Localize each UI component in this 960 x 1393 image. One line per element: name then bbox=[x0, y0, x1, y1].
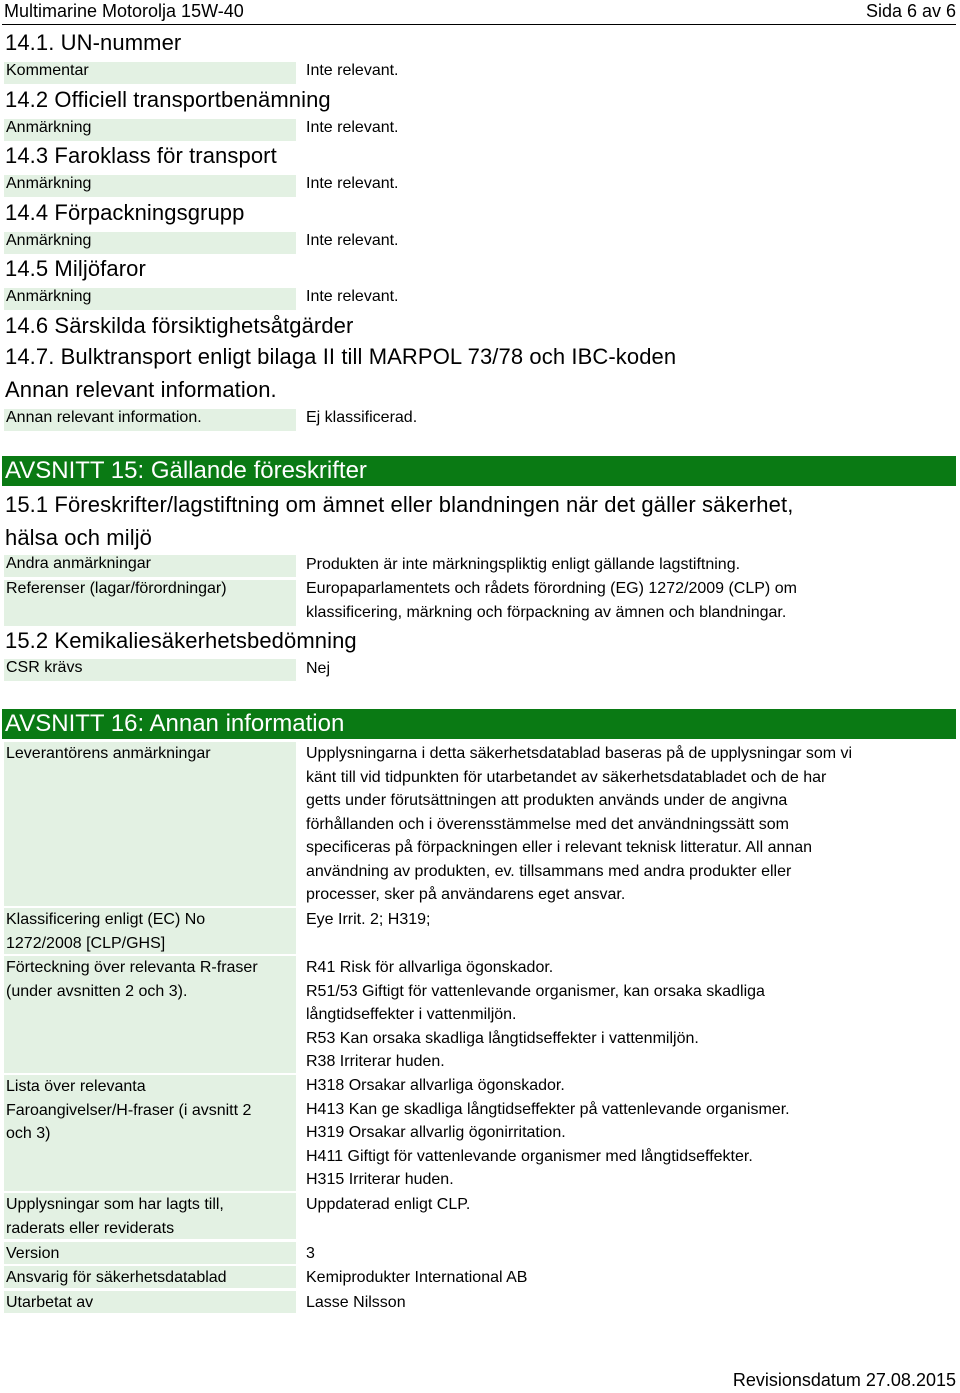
label-annan-info: Annan relevant information. bbox=[4, 409, 296, 431]
value-klassificering: Eye Irrit. 2; H319; bbox=[306, 911, 431, 928]
label-anmarkning-14-2: Anmärkning bbox=[4, 119, 296, 141]
value-annan-info: Ej klassificerad. bbox=[306, 409, 418, 426]
label-kommentar: Kommentar bbox=[4, 62, 296, 84]
label-referenser: Referenser (lagar/förordningar) bbox=[4, 580, 296, 626]
label-leverantorens-anmarkningar: Leverantörens anmärkningar bbox=[4, 742, 296, 906]
value-version: 3 bbox=[306, 1245, 315, 1262]
value-anmarkning-14-2: Inte relevant. bbox=[306, 119, 399, 136]
heading-14-4: 14.4 Förpackningsgrupp bbox=[5, 200, 245, 225]
label-csr-kravs: CSR krävs bbox=[4, 659, 296, 681]
value-anmarkning-14-3: Inte relevant. bbox=[306, 175, 399, 192]
label-h-fraser: Lista över relevanta Faroangivelser/H-fraser (i avsnitt 2 och 3) bbox=[4, 1075, 296, 1191]
value-leverantorens-anmarkningar: Upplysningarna i detta säkerhetsdatablad baseras på de upplysningar som vi känt till vid tidpunkten för utarbetandet av säkerhetsdatabladet och de har getts under förutsättningen att produkten används under de angivna förhållanden och i överensstämmelse med det användningssätt som specificeras på förpackningen eller i relevant teknisk litteratur. All annan användning av produkten, ev. tillsammans med andra produkter eller processer, sker på användarens eget ansvar. bbox=[306, 745, 853, 903]
heading-14-1: 14.1. UN-nummer bbox=[5, 30, 182, 55]
page-header bbox=[2, 0, 956, 25]
heading-14-2: 14.2 Officiell transportbenämning bbox=[5, 87, 331, 112]
value-referenser-line2: klassificering, märkning och förpackning av ämnen och blandningar. bbox=[306, 604, 787, 621]
label-r-fraser: Förteckning över relevanta R-fraser (under avsnitten 2 och 3). bbox=[4, 956, 296, 1073]
value-anmarkning-14-4: Inte relevant. bbox=[306, 232, 399, 249]
section-15-bar: AVSNITT 15: Gällande föreskrifter bbox=[2, 456, 956, 486]
label-utarbetat-av: Utarbetat av bbox=[4, 1291, 296, 1313]
heading-15-1-line2: hälsa och miljö bbox=[5, 525, 153, 550]
label-version: Version bbox=[4, 1242, 296, 1264]
heading-15-2: 15.2 Kemikaliesäkerhetsbedömning bbox=[5, 628, 357, 653]
label-anmarkning-14-5: Anmärkning bbox=[4, 288, 296, 310]
value-csr-kravs: Nej bbox=[306, 660, 331, 677]
heading-14-5: 14.5 Miljöfaror bbox=[5, 256, 146, 281]
value-kommentar: Inte relevant. bbox=[306, 62, 399, 79]
value-r-fraser: R41 Risk för allvarliga ögonskador. R51/53 Giftigt för vattenlevande organismer, kan orsaka skadliga långtidseffekter i vattenmiljön. R53 Kan orsaka skadliga långtidseffekter i vattenmiljön. R38 Irriterar huden. bbox=[306, 959, 765, 1070]
page-number: Sida 6 av 6 bbox=[865, 1, 956, 21]
label-klassificering: Klassificering enligt (EC) No 1272/2008 [CLP/GHS] bbox=[4, 908, 296, 954]
revision-date: Revisionsdatum 27.08.2015 bbox=[732, 1370, 956, 1390]
value-referenser-line1: Europaparlamentets och rådets förordning (EG) 1272/2009 (CLP) om bbox=[306, 580, 797, 597]
value-h-fraser: H318 Orsakar allvarliga ögonskador. H413 Kan ge skadliga långtidseffekter på vattenlevande organismer. H319 Orsakar allvarlig ögonirritation. H411 Giftigt för vattenlevande organismer med långtidseffekter. H315 Irriterar huden. bbox=[306, 1077, 790, 1188]
label-ansvarig: Ansvarig för säkerhetsdatablad bbox=[4, 1266, 296, 1288]
value-andra-anmarkningar: Produkten är inte märkningspliktig enligt gällande lagstiftning. bbox=[306, 556, 741, 573]
label-anmarkning-14-4: Anmärkning bbox=[4, 232, 296, 254]
label-anmarkning-14-3: Anmärkning bbox=[4, 175, 296, 197]
value-ansvarig: Kemiprodukter International AB bbox=[306, 1269, 528, 1286]
value-upplysningar: Uppdaterad enligt CLP. bbox=[306, 1196, 471, 1213]
heading-14-3: 14.3 Faroklass för transport bbox=[5, 143, 277, 168]
value-utarbetat-av: Lasse Nilsson bbox=[306, 1294, 406, 1311]
value-anmarkning-14-5: Inte relevant. bbox=[306, 288, 399, 305]
section-16-bar: AVSNITT 16: Annan information bbox=[2, 709, 956, 739]
heading-15-1-line1: 15.1 Föreskrifter/lagstiftning om ämnet eller blandningen när det gäller säkerhet, bbox=[5, 492, 794, 517]
heading-annan-info: Annan relevant information. bbox=[5, 377, 277, 402]
heading-14-6: 14.6 Särskilda försiktighetsåtgärder bbox=[5, 313, 354, 338]
heading-14-7: 14.7. Bulktransport enligt bilaga II till MARPOL 73/78 och IBC-koden bbox=[5, 344, 677, 369]
label-upplysningar: Upplysningar som har lagts till, raderats eller reviderats bbox=[4, 1193, 296, 1239]
label-andra-anmarkningar: Andra anmärkningar bbox=[4, 555, 296, 577]
document-title: Multimarine Motorolja 15W-40 bbox=[4, 1, 244, 21]
